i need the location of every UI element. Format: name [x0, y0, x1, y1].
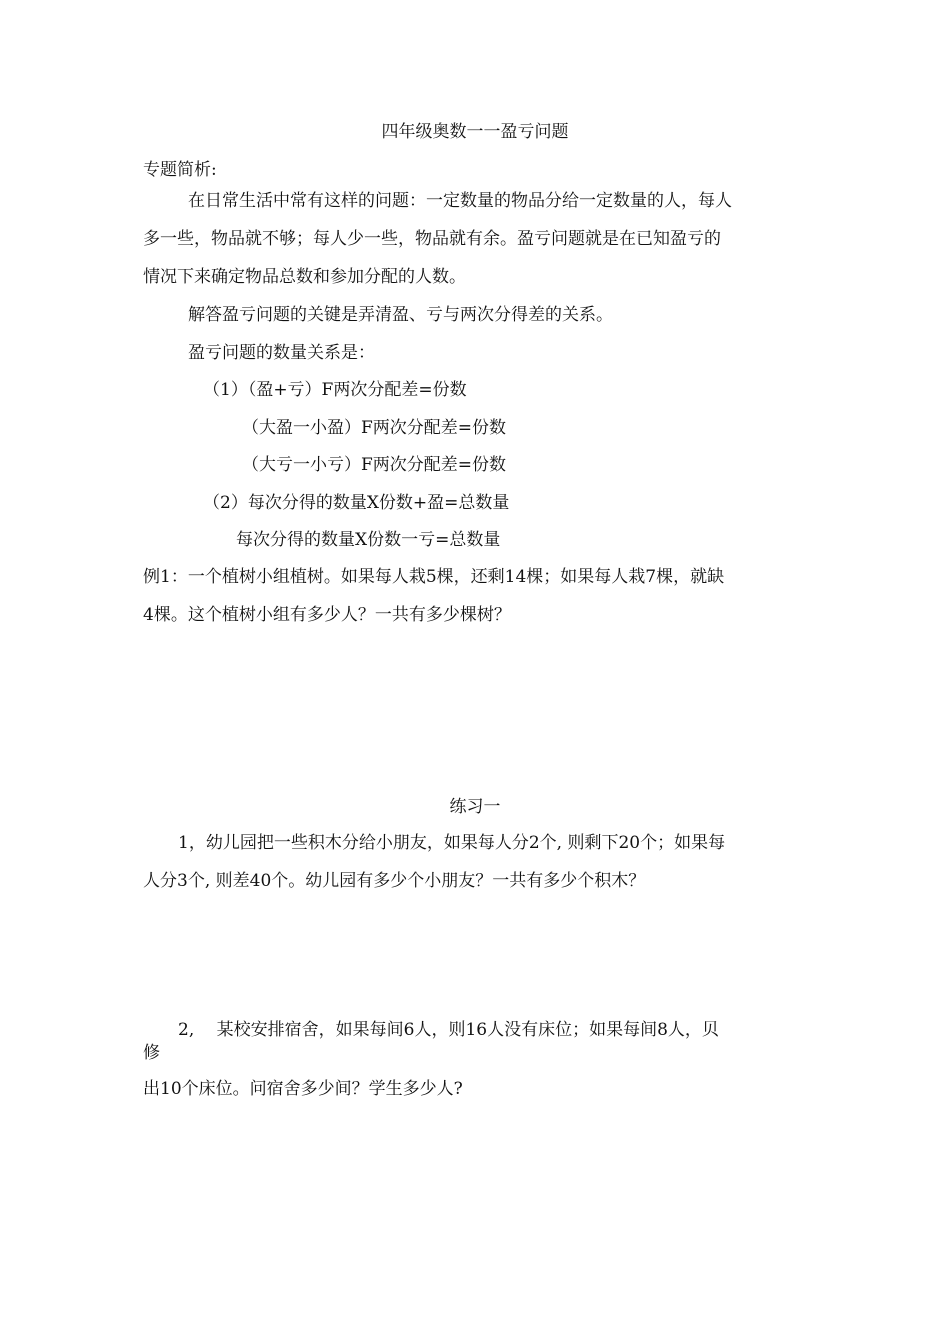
formula-line: （1）（盈+亏）F两次分配差=份数: [203, 380, 467, 400]
intro-paragraph-line: 多一些，物品就不够；每人少一些，物品就有余。盈亏问题就是在已知盈亏的: [143, 229, 721, 249]
example-line: 4棵。这个植树小组有多少人？一共有多少棵树？: [143, 605, 511, 625]
intro-heading: 专题简析:: [143, 160, 217, 180]
problem-line: 1，幼儿园把一些积木分给小朋友，如果每人分2个, 则剩下20个；如果每: [178, 833, 726, 853]
practice-title: 练习一: [449, 797, 501, 817]
intro-paragraph-line: 在日常生活中常有这样的问题：一定数量的物品分给一定数量的人，每人: [188, 191, 732, 211]
problem-line: 2, 某校安排宿舍，如果每间6人，则16人没有床位；如果每间8人，贝: [178, 1020, 719, 1040]
formula-line: （大盈一小盈）F两次分配差=份数: [242, 418, 507, 438]
problem-line: 出10个床位。问宿舍多少间？学生多少人?: [143, 1079, 463, 1099]
relation-heading: 盈亏问题的数量关系是：: [188, 343, 375, 363]
formula-line: （大亏一小亏）F两次分配差=份数: [242, 455, 507, 475]
formula-line: 每次分得的数量X份数一亏=总数量: [236, 530, 501, 550]
key-point-paragraph: 解答盈亏问题的关键是弄清盈、亏与两次分得差的关系。: [188, 305, 613, 325]
problem-line: 修: [143, 1043, 160, 1063]
document-title: 四年级奥数一一盈亏问题: [381, 122, 569, 142]
intro-paragraph-line: 情况下来确定物品总数和参加分配的人数。: [143, 267, 466, 287]
example-line: 例1：一个植树小组植树。如果每人栽5棵，还剩14棵；如果每人栽7棵，就缺: [143, 567, 725, 587]
formula-line: （2）每次分得的数量X份数+盈=总数量: [203, 493, 510, 513]
problem-line: 人分3个, 则差40个。幼儿园有多少个小朋友？一共有多少个积木？: [143, 871, 646, 891]
